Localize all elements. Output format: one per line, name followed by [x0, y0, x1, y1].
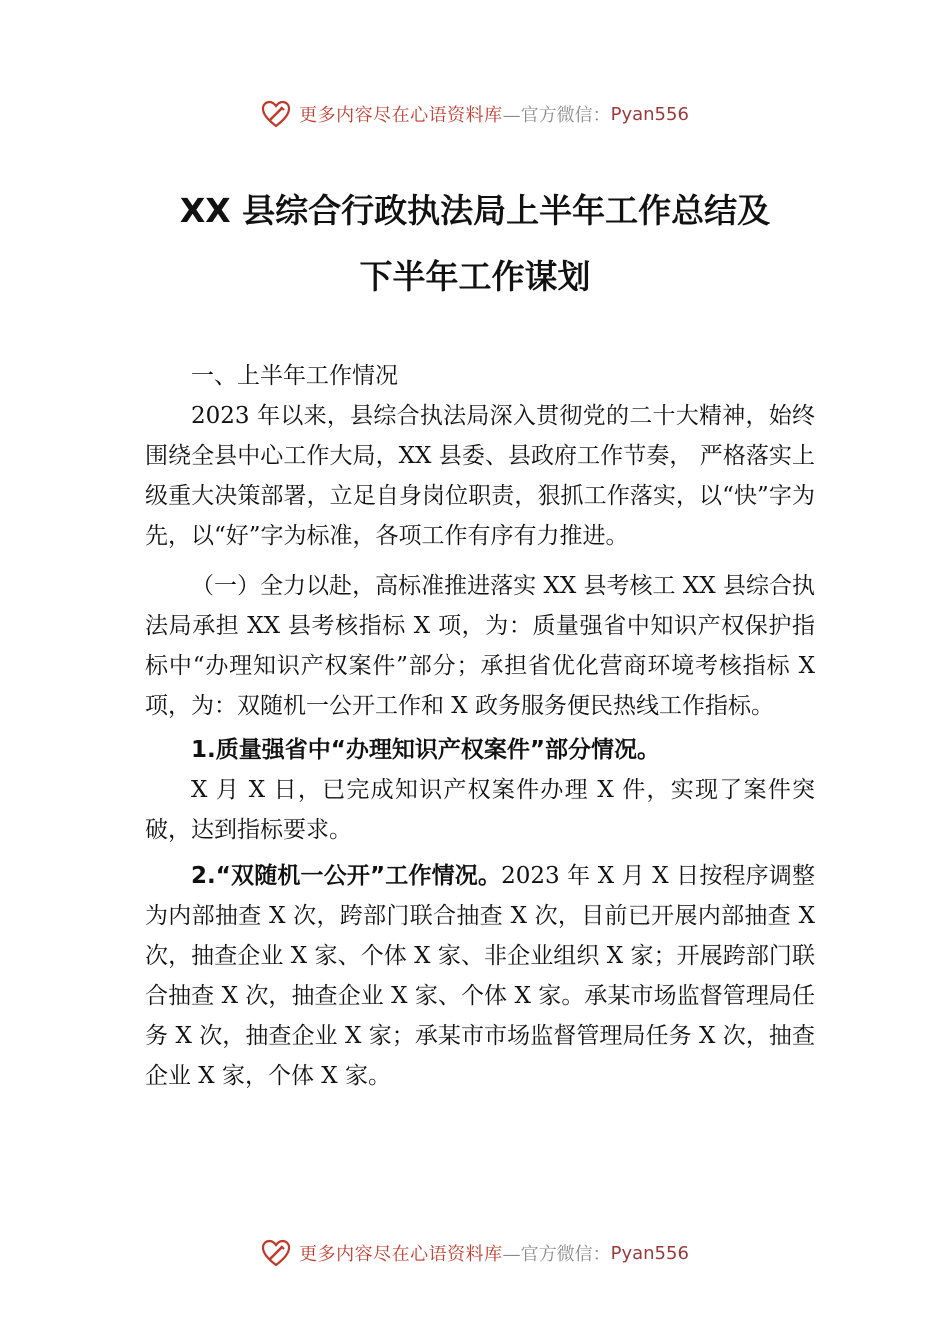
item2-paragraph — [145, 856, 815, 1096]
watermark-wechat-id: Pyan556 — [610, 103, 689, 125]
document-body — [145, 356, 815, 1096]
watermark-tail: —官方微信： — [502, 1244, 611, 1265]
watermark-text: 更多内容尽在心语资料库 — [299, 1244, 503, 1265]
watermark-wechat-id: Pyan556 — [610, 1242, 689, 1264]
item1-paragraph: X 月 X 日，已完成知识产权案件办理 X 件，实现了案件突破，达到指标要求。 — [145, 777, 815, 843]
item2-text: 2023 年 X 月 X 日按程序调整为内部抽查 X 次，跨部门联合抽查 X 次，目前已开展内部抽查 X 次，抽查企业 X 家、个体 X 家、非企业组织 X 家；开展跨部门联合抽查 X 次，抽查企业 X 家、个体 X 家。承某市场监督管理局任务 X 次，抽查企业 X 家；承某市市场监督管理局任务 X 次，抽查企业 X 家，个体 X 家。 — [145, 863, 815, 1089]
title-line-2: 下半年工作谋划 — [359, 257, 591, 296]
watermark-banner-bottom — [0, 1233, 950, 1273]
section-heading: 一、上半年工作情况 — [191, 363, 398, 389]
heart-pen-logo-icon — [261, 1238, 291, 1268]
document-title — [145, 178, 805, 310]
watermark-tail: —官方微信： — [502, 105, 611, 126]
watermark-banner-top — [0, 94, 950, 134]
watermark-text: 更多内容尽在心语资料库 — [299, 105, 503, 126]
item1-heading: 1.质量强省中“办理知识产权案件”部分情况。 — [191, 737, 660, 763]
title-line-1: XX 县综合行政执法局上半年工作总结及 — [179, 191, 771, 230]
intro-paragraph: 2023 年以来，县综合执法局深入贯彻党的二十大精神，始终围绕全县中心工作大局，XX 县委、县政府工作节奏， 严格落实上级重大决策部署，立足自身岗位职责，狠抓工作落实，以“快”字为先，以“好”字为标准，各项工作有序有力推进。 — [145, 403, 815, 549]
item2-heading: 2.“双随机一公开”工作情况。 — [191, 863, 502, 889]
heart-pen-logo-icon — [261, 99, 291, 129]
subsection-paragraph: （一）全力以赴，高标准推进落实 XX 县考核工 XX 县综合执法局承担 XX 县考核指标 X 项，为：质量强省中知识产权保护指标中“办理知识产权案件”部分；承担省优化营商环境考核指标 X 项，为：双随机一公开工作和 X 政务服务便民热线工作指标。 — [145, 573, 815, 719]
